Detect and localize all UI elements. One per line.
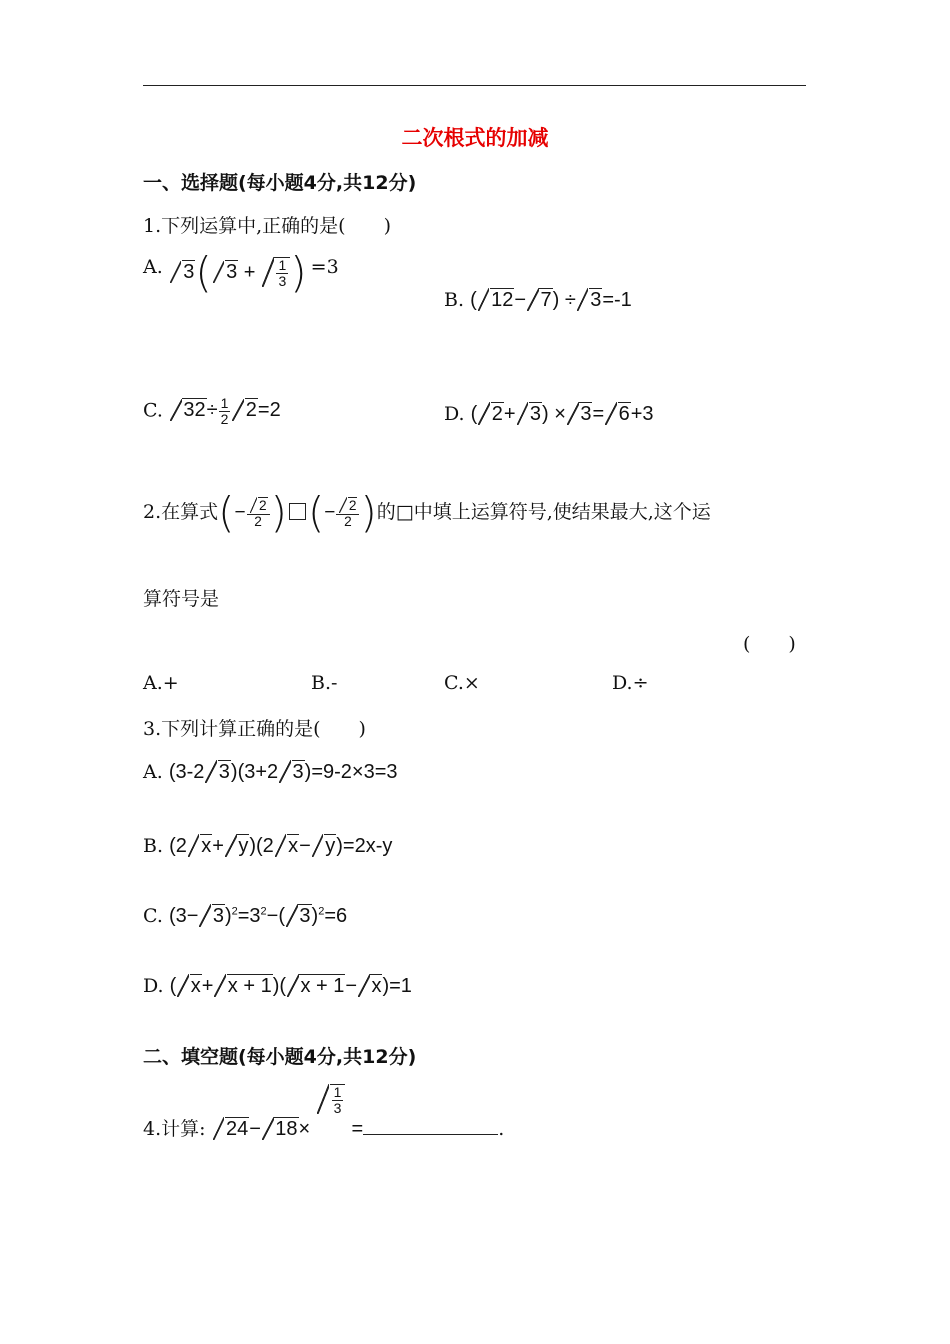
option-label: C. — [143, 399, 163, 422]
q1-option-d — [444, 402, 654, 426]
option-label: A. — [143, 761, 163, 783]
q1-d-expression: ( 2+ 3) × 3= 6+3 — [470, 403, 654, 425]
option-label: D. — [143, 975, 164, 997]
question-4: 4.计算: 24− 18× $\frac{1}{3}$ = . — [143, 1084, 505, 1140]
q3-option-d — [143, 974, 412, 998]
radical: 3 — [170, 260, 196, 284]
q1-option-a — [143, 248, 339, 316]
q2-expression: (− $\frac{2}{2}$ ) (− $\frac{2}{2}$ ) — [218, 488, 377, 537]
q1-b-expression: ( 12− 7) ÷ 3=-1 — [470, 289, 632, 311]
operator-box — [289, 503, 306, 520]
radical: 3 — [213, 260, 239, 284]
answer-blank[interactable] — [363, 1116, 498, 1135]
q3-d-expression: ( x+ x + 1)( x + 1− x)=1 — [169, 975, 412, 997]
page-title: 二次根式的加减 — [401, 126, 549, 150]
q4-expression: 24− 18× — [212, 1117, 311, 1141]
question-1-stem: 1.下列运算中,正确的是( ) — [143, 215, 391, 237]
question-3-stem: 3.下列计算正确的是( ) — [143, 718, 366, 740]
radical-fraction: $\frac{1}{3}$ — [262, 257, 290, 288]
q3-c-expression: $(3- 3)^2=3^2-$( 3)$^2$=6 — [168, 905, 348, 927]
option-label: C. — [143, 905, 163, 927]
option-label: A. — [143, 256, 163, 278]
q1-a-result: =3 — [310, 256, 339, 278]
option-label: B. — [143, 835, 164, 857]
section-heading-choice: 一、选择题(每小题4分,共12分) — [143, 172, 417, 194]
q2-option-c: C.× — [444, 672, 480, 694]
q3-option-a — [143, 760, 398, 784]
q2-option-b: B.- — [311, 672, 338, 694]
q3-option-c — [143, 904, 347, 928]
header-rule — [143, 85, 806, 86]
q1-option-b — [444, 288, 632, 312]
q1-option-c — [143, 396, 281, 426]
q4-radical-fraction: $\frac{1}{3}$ — [316, 1084, 345, 1115]
q3-a-expression: (3-2 3)(3+2 3)=9-2×3=3 — [168, 761, 398, 783]
option-label: D. — [444, 403, 465, 425]
option-label: B. — [444, 289, 465, 311]
q2-option-d: D.÷ — [612, 672, 649, 694]
section-heading-fill: 二、填空题(每小题4分,共12分) — [143, 1046, 417, 1068]
q1-a-expression: 3( 3 + $\frac{1}{3}$ ) — [169, 252, 307, 294]
answer-paren: ( ) — [743, 633, 796, 655]
q2-option-a: A.+ — [143, 672, 179, 694]
q1-c-expression: 32÷ $\frac{1}{2}$ 2=2 — [169, 399, 281, 421]
question-2-line2: 算符号是 — [143, 588, 220, 610]
question-2-stem: 2.在算式(− $\frac{2}{2}$ ) (− $\frac{2}{2}$ )的□中填上运算符号,使结果最大,这个运 — [143, 488, 711, 537]
q3-b-expression: (2 x+ y)(2 x− y)=2x-y — [169, 835, 393, 857]
q3-option-b — [143, 834, 392, 858]
